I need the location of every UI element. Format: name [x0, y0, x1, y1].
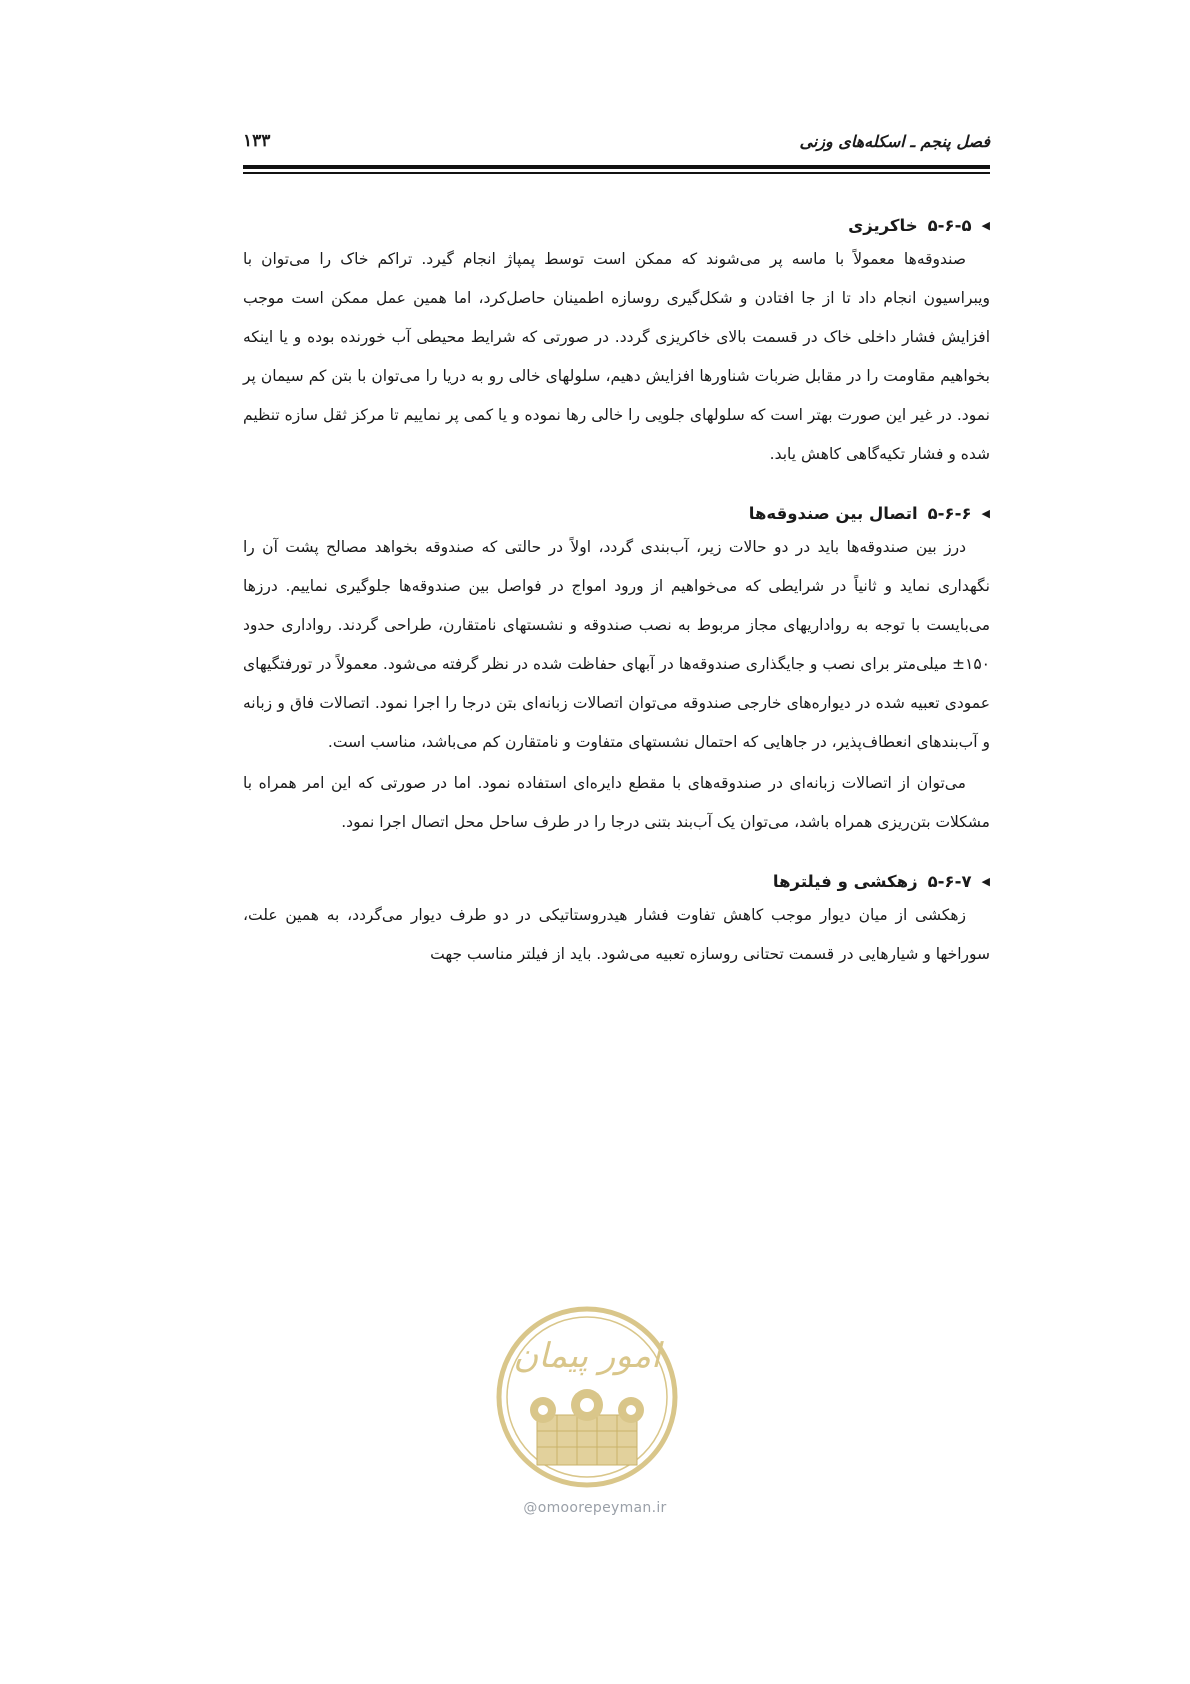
paragraph: زهکشی از میان دیوار موجب کاهش تفاوت فشار هیدروستاتیکی در دو طرف دیوار می‌گردد، به همین علت، سوراخها و شیارهایی در قسمت تحتانی روسازه تعبیه می‌شود. باید از فیلتر مناسب جهت [243, 906, 990, 963]
running-header [243, 128, 990, 154]
section-title: اتصال بین صندوقه‌ها [748, 503, 918, 523]
page-number: ۱۳۳ [243, 131, 271, 151]
watermark-url: @omoorepeyman.ir [523, 1500, 667, 1516]
body-content [243, 210, 990, 974]
header-rule-thick [243, 165, 990, 169]
header-rule-thin [243, 172, 990, 174]
triangle-bullet-icon: ◀ [981, 874, 990, 888]
section-number: ۵-۶-۷ [927, 871, 972, 891]
paragraph: درز بین صندوقه‌ها باید در دو حالات زیر، آب‌بندی گردد، اولاً در حالتی که صندوقه بخواهد مصالح پشت آن را نگهداری نماید و ثانیاً در شرایطی که می‌خواهیم از ورود امواج در فواصل بین صندوقه‌ها جلوگیری نماییم. درزها می‌بایست با توجه به رواداریهای مجاز مربوط به نصب صندوقه و نشستهای نامتقارن، طراحی گردند. رواداری حدود ۱۵۰± میلی‌متر برای نصب و جایگذاری صندوقه‌ها در آبهای حفاظت شده در نظر گرفته می‌شود. معمولاً در تورفتگیهای عمودی تعبیه شده در دیواره‌های خارجی صندوقه می‌توان اتصالات زبانه‌ای بتن درجا را اجرا نمود. اتصالات فاق و زبانه و آب‌بندهای انعطاف‌پذیر، در جاهایی که احتمال نشستهای متفاوت و نامتقارن کم می‌باشد، مناسب است. [243, 538, 990, 751]
section-number: ۵-۶-۶ [927, 503, 972, 523]
svg-text:امور پیمان: امور پیمان [513, 1336, 661, 1376]
section-title: خاکریزی [848, 215, 918, 235]
watermark-logo-icon [495, 1305, 680, 1490]
paragraph: صندوقه‌ها معمولاً با ماسه پر می‌شوند که ممکن است توسط پمپاژ انجام گیرد. تراکم خاک را می‌توان با ویبراسیون انجام داد تا از جا افتادن و شکل‌گیری روسازه اطمینان حاصل‌کرد، اما همین عمل ممکن است موجب افزایش فشار داخلی خاک در قسمت بالای خاکریزی گردد. در صورتی که شرایط محیطی آب خورنده بوده و یا اینکه بخواهیم مقاومت را در مقابل ضربات شناورها افزایش دهیم، سلولهای خالی رو به دریا را می‌توان با بتن کم سیمان پر نمود. در غیر این صورت بهتر است که سلولهای جلویی را خالی رها نموده و یا کمی پر نماییم تا مرکز ثقل سازه تنظیم شده و فشار تکیه‌گاهی کاهش یابد. [243, 250, 990, 463]
triangle-bullet-icon: ◀ [981, 218, 990, 232]
at-sign-icon: @ [523, 1500, 538, 1516]
triangle-bullet-icon: ◀ [981, 506, 990, 520]
section-heading-caisson-joints [243, 498, 990, 528]
section-title: زهکشی و فیلترها [772, 871, 918, 891]
chapter-title: فصل پنجم ـ اسکله‌های وزنی [799, 131, 990, 151]
section-heading-backfill [243, 210, 990, 240]
section-heading-drainage-filters [243, 866, 990, 896]
paragraph: می‌توان از اتصالات زبانه‌ای در صندوقه‌های با مقطع دایره‌ای استفاده نمود. اما در صورتی که این امر همراه با مشکلات بتن‌ریزی همراه باشد، می‌توان یک آب‌بند بتنی درجا را در طرف ساحل محل اتصال اجرا نمود. [243, 774, 990, 831]
section-number: ۵-۶-۵ [927, 215, 972, 235]
